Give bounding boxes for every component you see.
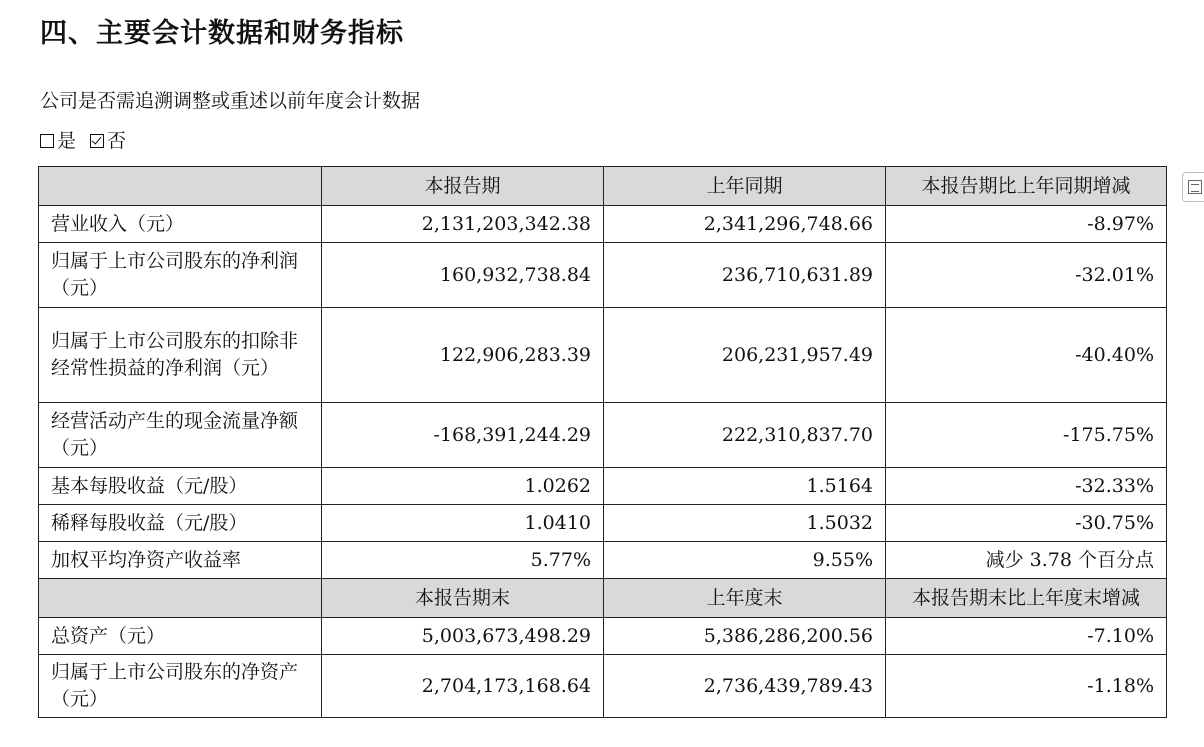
table-row: [39, 542, 1167, 579]
header-change: 本报告期比上年同期增减: [886, 167, 1167, 206]
table-row: [39, 206, 1167, 243]
row-label: 归属于上市公司股东的扣除非经常性损益的净利润（元）: [39, 308, 322, 403]
restatement-options: [40, 126, 140, 156]
prior-value: 2,341,296,748.66: [604, 206, 886, 243]
option-yes[interactable]: [40, 126, 76, 156]
header-empty-cell: [39, 579, 322, 618]
header-prior-period: 上年同期: [604, 167, 886, 206]
current-value: 1.0262: [322, 468, 604, 505]
change-value: 减少 3.78 个百分点: [886, 542, 1167, 579]
checkbox-unchecked-icon[interactable]: [40, 134, 54, 148]
current-value: 160,932,738.84: [322, 243, 604, 308]
change-value: -32.01%: [886, 243, 1167, 308]
change-value: -30.75%: [886, 505, 1167, 542]
row-label: 总资产（元）: [39, 618, 322, 655]
change-value: -32.33%: [886, 468, 1167, 505]
table-row: [39, 243, 1167, 308]
table-row: [39, 468, 1167, 505]
prior-value: 9.55%: [604, 542, 886, 579]
current-value: 5.77%: [322, 542, 604, 579]
table-row: [39, 655, 1167, 718]
header-current-period: 本报告期: [322, 167, 604, 206]
current-value: 2,704,173,168.64: [322, 655, 604, 718]
prior-value: 2,736,439,789.43: [604, 655, 886, 718]
section-title: 四、主要会计数据和财务指标: [40, 18, 404, 49]
change-value: -175.75%: [886, 403, 1167, 468]
restatement-question: 公司是否需追溯调整或重述以前年度会计数据: [40, 90, 421, 112]
change-value: -40.40%: [886, 308, 1167, 403]
table-row: [39, 403, 1167, 468]
current-value: 2,131,203,342.38: [322, 206, 604, 243]
header-prior-year-end: 上年度末: [604, 579, 886, 618]
table-subheader-row: [39, 579, 1167, 618]
current-value: 1.0410: [322, 505, 604, 542]
prior-value: 1.5164: [604, 468, 886, 505]
table-row: [39, 618, 1167, 655]
current-value: 122,906,283.39: [322, 308, 604, 403]
checkbox-checked-icon[interactable]: [90, 134, 104, 148]
financial-data-table: [38, 166, 1167, 718]
prior-value: 236,710,631.89: [604, 243, 886, 308]
option-yes-label: 是: [57, 130, 77, 152]
row-label: 加权平均净资产收益率: [39, 542, 322, 579]
table-row: [39, 308, 1167, 403]
table-header-row: [39, 167, 1167, 206]
header-empty-cell: [39, 167, 322, 206]
header-change: 本报告期末比上年度末增减: [886, 579, 1167, 618]
prior-value: 5,386,286,200.56: [604, 618, 886, 655]
prior-value: 222,310,837.70: [604, 403, 886, 468]
row-label: 经营活动产生的现金流量净额（元）: [39, 403, 322, 468]
option-no-label: 否: [107, 130, 127, 152]
row-label: 归属于上市公司股东的净资产（元）: [39, 655, 322, 718]
row-label: 基本每股收益（元/股）: [39, 468, 322, 505]
option-no[interactable]: [90, 126, 126, 156]
prior-value: 206,231,957.49: [604, 308, 886, 403]
current-value: 5,003,673,498.29: [322, 618, 604, 655]
change-value: -1.18%: [886, 655, 1167, 718]
row-label: 营业收入（元）: [39, 206, 322, 243]
row-label: 稀释每股收益（元/股）: [39, 505, 322, 542]
change-value: -7.10%: [886, 618, 1167, 655]
current-value: -168,391,244.29: [322, 403, 604, 468]
table-row: [39, 505, 1167, 542]
change-value: -8.97%: [886, 206, 1167, 243]
row-label: 归属于上市公司股东的净利润（元）: [39, 243, 322, 308]
prior-value: 1.5032: [604, 505, 886, 542]
table-tool-icon[interactable]: [1182, 172, 1204, 202]
header-period-end: 本报告期末: [322, 579, 604, 618]
